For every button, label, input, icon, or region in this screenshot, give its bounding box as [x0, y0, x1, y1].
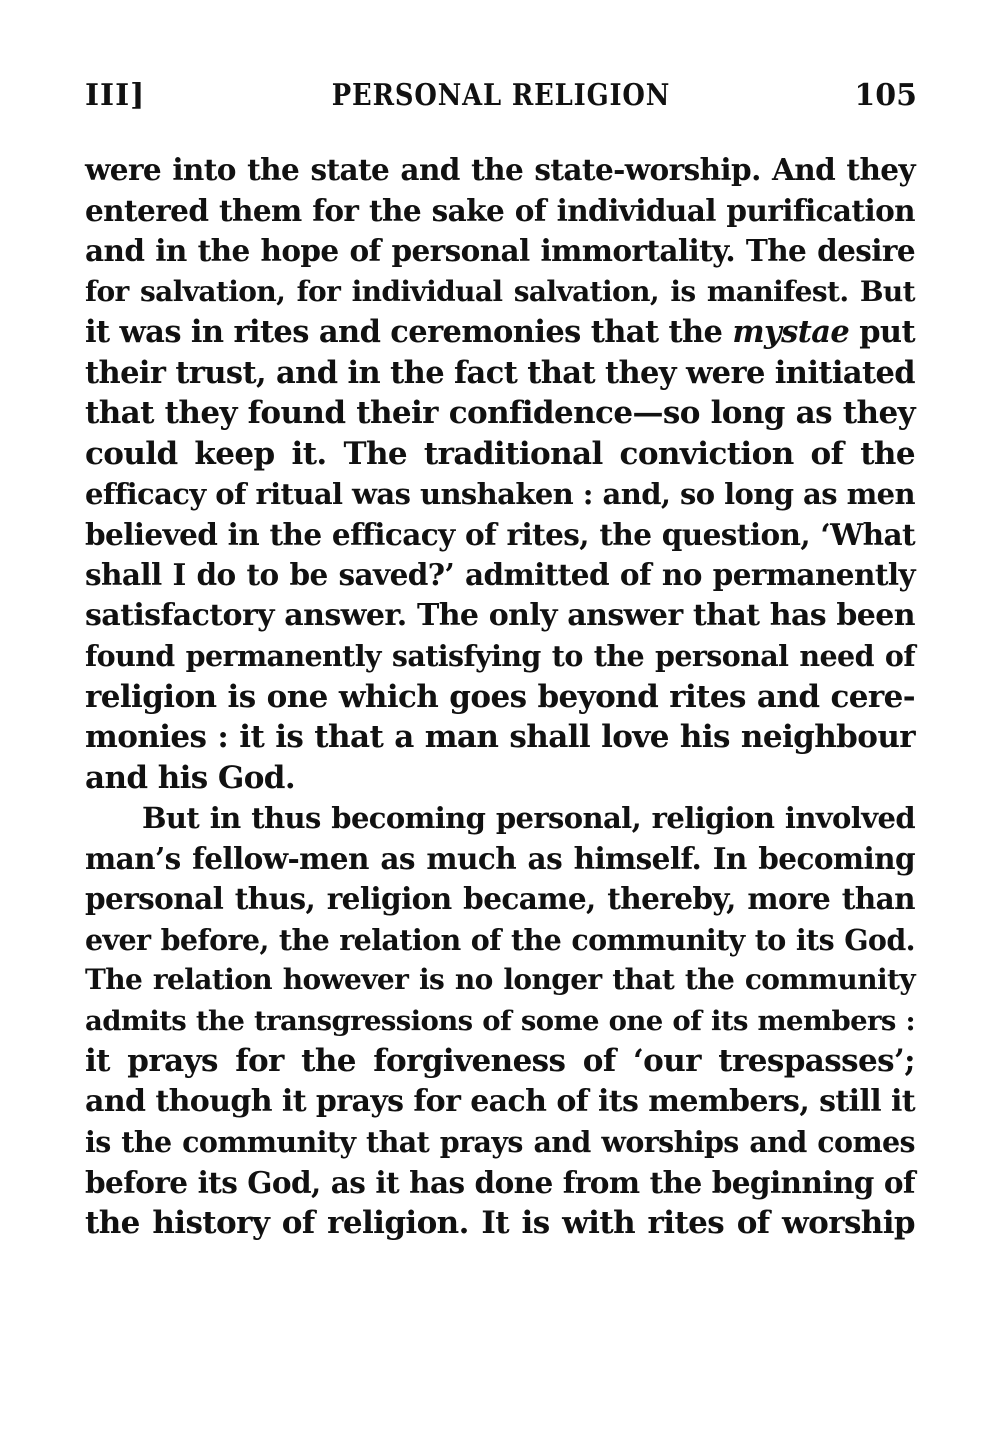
text-line: efficacy of ritual was unshaken : and, so long as men [85, 477, 915, 511]
running-header [85, 76, 917, 116]
text-line: before its God, as it has done from the beginning of [85, 1164, 915, 1200]
paragraph [85, 150, 915, 798]
text-line: their trust, and in the fact that they were initiated [85, 354, 915, 391]
text-line: admits the transgressions of some one of its members : [85, 1004, 915, 1037]
text-line: the history of religion. It is with rites of worship [85, 1205, 915, 1241]
text-line: The relation however is no longer that the community [85, 963, 915, 996]
text-line: satisfactory answer. The only answer that has been [85, 597, 915, 633]
body-text [85, 150, 915, 1244]
text-line: monies : it is that a man shall love his neighbour [85, 719, 915, 755]
text-line: it prays for the forgiveness of ‘our trespasses’; [85, 1043, 915, 1079]
text-line: ever before, the relation of the community to its God. [85, 922, 915, 957]
text-line: could keep it. The traditional conviction of the [85, 435, 915, 472]
italic-term: mystae [732, 314, 850, 350]
text-line: found permanently satisfying to the personal need of [85, 639, 915, 673]
text-line: that they found their confidence—so long as they [85, 395, 915, 431]
text-line: were into the state and the state-worship. And they [85, 152, 915, 187]
text-line: and in the hope of personal immortality. The desire [85, 233, 915, 268]
running-title: PERSONAL RELIGION [331, 78, 671, 113]
text-line: man’s fellow-men as much as himself. In becoming [85, 840, 915, 876]
chapter-number: III] [85, 78, 146, 113]
text-line: But in thus becoming personal, religion involved [142, 801, 915, 835]
text-line: for salvation, for individual salvation, is manifest. But [85, 274, 915, 308]
paragraph [85, 798, 915, 1244]
text-line: entered them for the sake of individual purification [85, 192, 915, 228]
text-line: religion is one which goes beyond rites and cere- [85, 678, 915, 715]
text-line: and his God. [85, 759, 296, 796]
text-line: believed in the efficacy of rites, the question, ‘What [85, 516, 915, 552]
text-line: and though it prays for each of its members, still it [85, 1083, 915, 1119]
text-line: shall I do to be saved?’ admitted of no permanently [85, 557, 915, 592]
text-line: is the community that prays and worships and comes [85, 1125, 915, 1159]
text-line: personal thus, religion became, thereby, more than [85, 881, 915, 916]
text-line: it was in rites and ceremonies that the mystae put [85, 314, 915, 350]
page-number: 105 [854, 78, 917, 113]
